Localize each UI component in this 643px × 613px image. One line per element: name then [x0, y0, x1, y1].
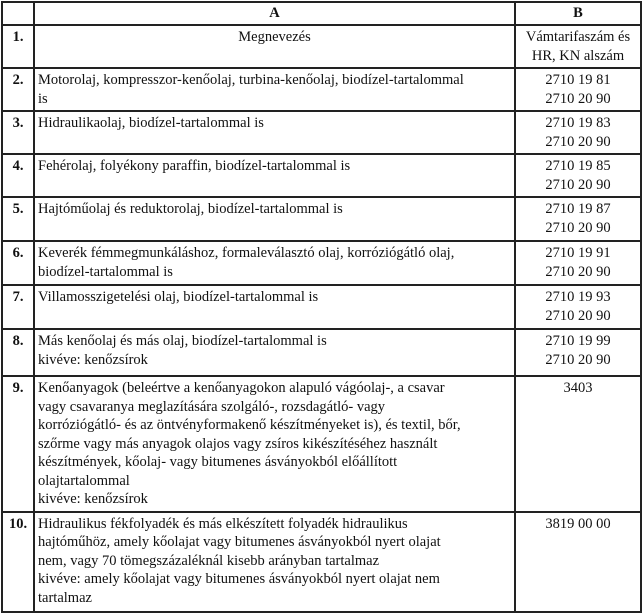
- table-row: [2, 111, 641, 154]
- name-cell: [34, 111, 515, 154]
- row-number: 8.: [2, 329, 34, 376]
- name-line: kivéve: amely kőolajat vagy bitumenes ásványokból nyert olajat nem: [38, 571, 440, 587]
- code-line: 2710 20 90: [545, 307, 611, 324]
- code-cell: [515, 241, 641, 285]
- name-line: Fehérolaj, folyékony paraffin, biodízel-tartalommal is: [38, 158, 351, 174]
- code-line: HR, KN alszám: [531, 47, 625, 64]
- row-number: 3.: [2, 111, 34, 154]
- code-cell: [515, 111, 641, 154]
- code-line: 3819 00 00: [545, 515, 611, 532]
- code-cell: [515, 376, 641, 512]
- name-line: vagy csavaranya meglazítására szolgáló-, rozsdagátló- vagy: [38, 398, 386, 415]
- name-line: nem, vagy 70 tömegszázaléknál kisebb arányban tartalmaz: [38, 552, 380, 569]
- code-line: 2710 20 90: [545, 176, 611, 193]
- code-cell: [515, 68, 641, 111]
- row-number: 6.: [2, 241, 34, 285]
- name-line: kivéve: kenőzsírok: [38, 351, 148, 368]
- row-number: 1.: [2, 25, 34, 68]
- code-cell: [515, 25, 641, 68]
- row-number: 4.: [2, 154, 34, 197]
- code-line: 2710 19 99: [545, 333, 611, 349]
- name-cell: [34, 154, 515, 197]
- name-line: Hajtóműolaj és reduktorolaj, biodízel-tartalommal is: [38, 201, 343, 217]
- name-line: tartalmaz: [38, 589, 92, 606]
- name-line: Villamosszigetelési olaj, biodízel-tartalommal is: [38, 289, 319, 305]
- name-line: készítmények, kőolaj- vagy bitumenes ásványokból előállított: [38, 454, 398, 470]
- row-number: 9.: [2, 376, 34, 512]
- code-cell: [515, 329, 641, 376]
- column-header-b: B: [515, 2, 641, 25]
- table-row: [2, 25, 641, 68]
- row-number: 5.: [2, 197, 34, 241]
- table-row: [2, 241, 641, 285]
- name-cell: [34, 285, 515, 329]
- tariff-table: [1, 1, 642, 613]
- code-line: 2710 19 83: [545, 115, 611, 131]
- column-header-index: [2, 2, 34, 25]
- name-line: Motorolaj, kompresszor-kenőolaj, turbina-kenőolaj, biodízel-tartalommal: [38, 72, 464, 88]
- name-line: Megnevezés: [238, 29, 311, 45]
- name-line: biodízel-tartalommal is: [38, 263, 173, 280]
- name-cell: [34, 68, 515, 111]
- code-cell: [515, 197, 641, 241]
- code-line: Vámtarifaszám és: [525, 29, 631, 45]
- name-line: hajtóműhöz, amely kőolajat vagy bitumenes ásványokból nyert olajat: [38, 534, 441, 550]
- name-line: Hidraulikaolaj, biodízel-tartalommal is: [38, 115, 264, 131]
- table-row: [2, 329, 641, 376]
- code-line: 2710 19 81: [545, 72, 611, 88]
- row-number: 2.: [2, 68, 34, 111]
- name-cell: [34, 376, 515, 512]
- name-cell: [34, 197, 515, 241]
- code-line: 3403: [563, 380, 593, 396]
- row-number: 7.: [2, 285, 34, 329]
- row-number: 10.: [2, 512, 34, 612]
- name-line: Más kenőolaj és más olaj, biodízel-tartalommal is: [38, 333, 327, 349]
- code-cell: [515, 154, 641, 197]
- table-row: [2, 154, 641, 197]
- name-line: olajtartalommal: [38, 472, 130, 489]
- name-line: kivéve: kenőzsírok: [38, 491, 148, 507]
- code-line: 2710 20 90: [545, 90, 611, 107]
- code-line: 2710 20 90: [545, 219, 611, 236]
- column-header-a: A: [34, 2, 515, 25]
- name-line: is: [38, 90, 48, 107]
- table-row: [2, 197, 641, 241]
- code-line: 2710 20 90: [545, 263, 611, 280]
- name-line: szőrme vagy más anyagok olajos vagy zsíros kikészítéséhez használt: [38, 435, 438, 452]
- code-line: 2710 20 90: [545, 133, 611, 150]
- name-line: korróziógátló- és az öntvényformakenő készítményeket is), és textil, bőr,: [38, 417, 461, 433]
- table-row: [2, 285, 641, 329]
- code-line: 2710 19 93: [545, 289, 611, 305]
- code-line: 2710 19 91: [545, 245, 611, 261]
- code-line: 2710 20 90: [545, 351, 611, 368]
- table-row: [2, 376, 641, 512]
- name-line: Keverék fémmegmunkáláshoz, formaleválasztó olaj, korróziógátló olaj,: [38, 245, 455, 261]
- code-line: 2710 19 87: [545, 201, 611, 217]
- name-line: Kenőanyagok (beleértve a kenőanyagokon alapuló vágóolaj-, a csavar: [38, 380, 445, 396]
- column-header-row: [2, 2, 641, 25]
- code-line: 2710 19 85: [545, 158, 611, 174]
- name-cell: [34, 241, 515, 285]
- code-cell: [515, 285, 641, 329]
- table-row: [2, 68, 641, 111]
- name-cell: [34, 25, 515, 68]
- name-line: Hidraulikus fékfolyadék és más elkészített folyadék hidraulikus: [38, 515, 408, 532]
- name-cell: [34, 329, 515, 376]
